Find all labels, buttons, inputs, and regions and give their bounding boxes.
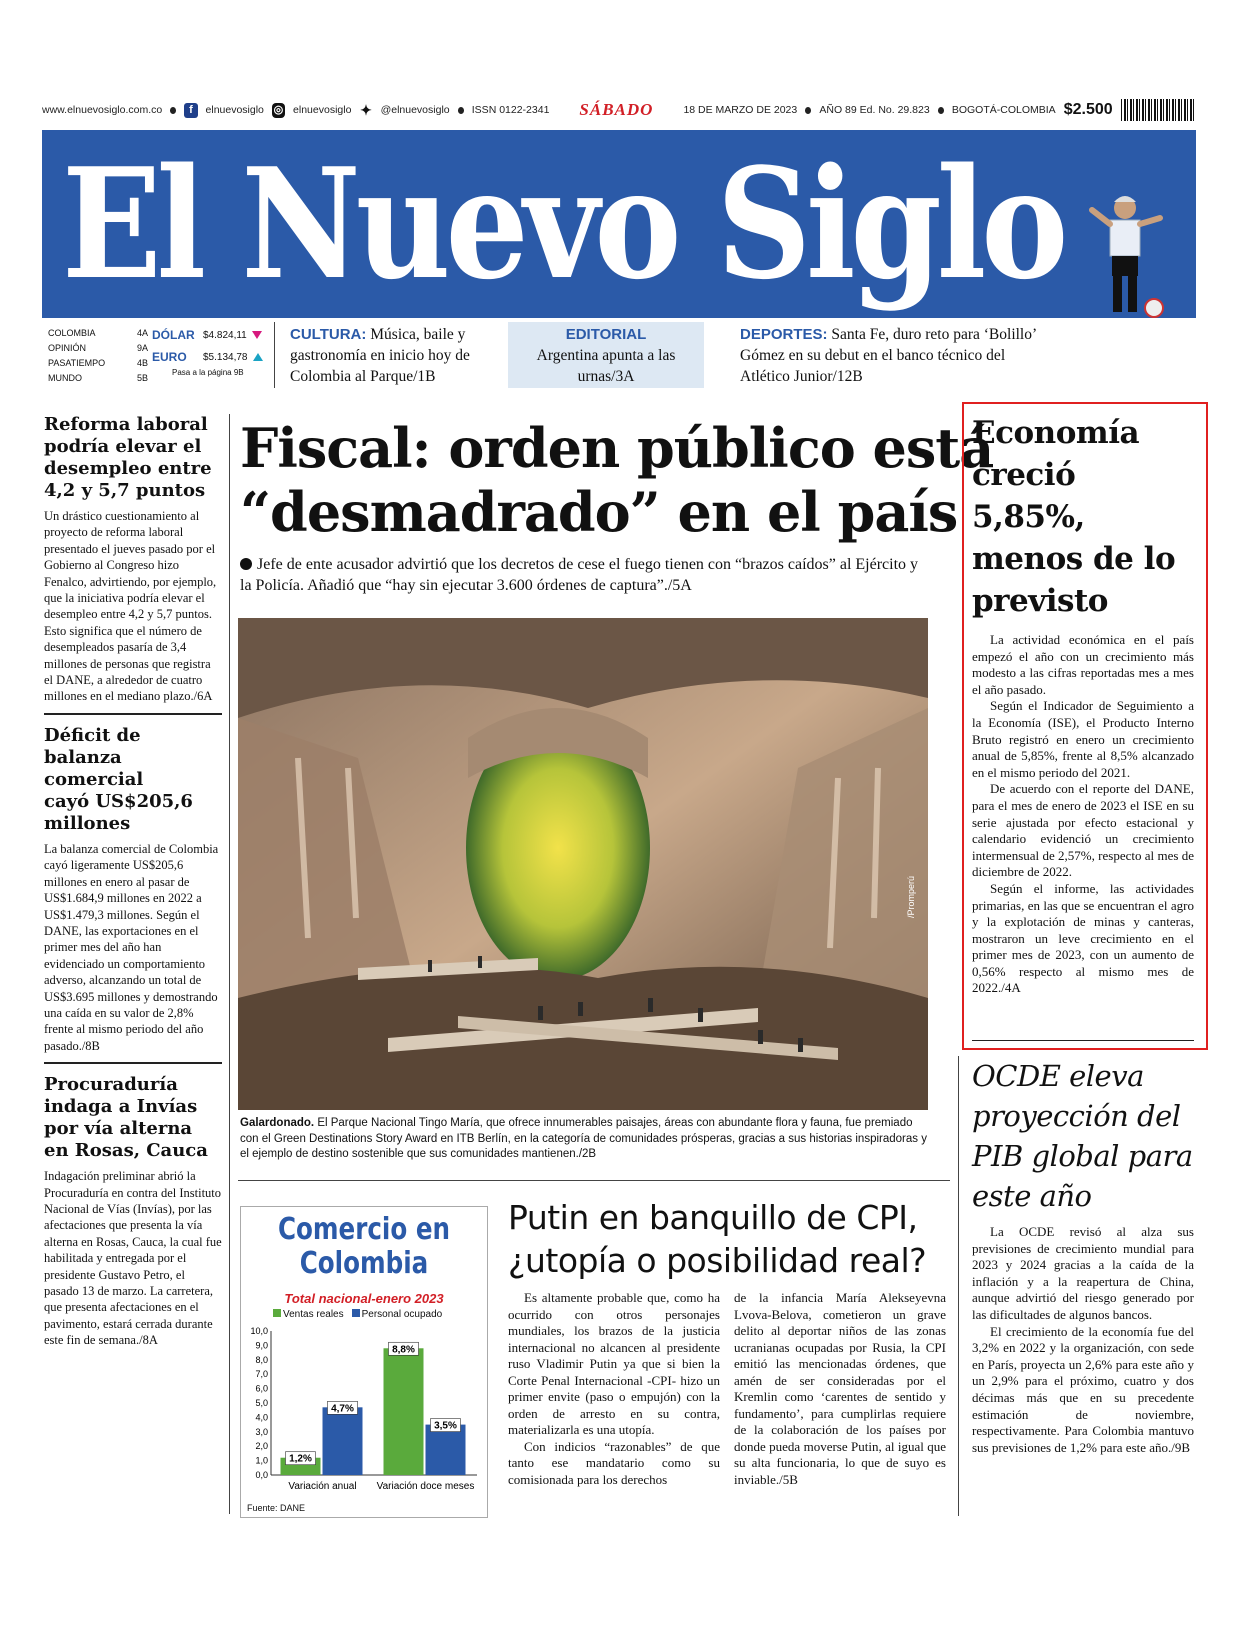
index-strip	[42, 322, 1196, 402]
teaser-cultura[interactable]	[290, 324, 500, 387]
headline: Procuraduría indaga a Invías por vía alterna en Rosas, Cauca	[44, 1074, 208, 1162]
article-body	[734, 1290, 946, 1488]
masthead	[42, 130, 1196, 318]
article-body: Indagación preliminar abrió la Procuraduría en contra del Instituto Nacional de Vías (Invías), por las afectaciones que presenta la vía alterna en Rosas, Cauca, la cual fue habilitada y entregada por el presidente Gustavo Petro, el pasado 13 de marzo. La carretera, que presenta afectaciones en el pavimento, estará cerrada durante este fin de semana./8A	[44, 1169, 222, 1348]
exchange-rates	[152, 324, 292, 377]
index-row[interactable]	[48, 356, 148, 371]
chart-subtitle: Total nacional-enero 2023	[284, 1291, 444, 1306]
dolar-rate	[152, 324, 292, 346]
top-info-bar	[42, 96, 1196, 124]
column-divider	[229, 414, 230, 1514]
y-tick-label: 7,0	[255, 1369, 268, 1380]
index-section: PASATIEMPO	[48, 358, 106, 368]
dolar-value: $4.824,11	[203, 329, 247, 341]
index-page: 4A	[136, 328, 148, 338]
bar	[323, 1407, 363, 1475]
category-label: Variación anual	[288, 1481, 357, 1492]
y-tick-label: 1,0	[255, 1455, 268, 1466]
paragraph: Según el Indicador de Seguimiento a la Economía (ISE), el Producto Interno Bruto registró en enero un crecimiento anual de 5,85%, frente al 8,5% alcanzado en el mismo periodo del 2021.	[972, 698, 1194, 780]
issn: ISSN 0122-2341	[471, 104, 550, 116]
index-section: MUNDO	[48, 373, 82, 383]
cave-photo[interactable]	[238, 618, 928, 1110]
separator-dot	[458, 107, 464, 114]
paragraph: El crecimiento de la economía fue del 3,2% en 2022 y la organización, con sede en París, proyecta un 2,6% para este año y un 2,9% para el próximo, cuatro y dos décimas más que en su precedente estimación de noviembre, respectivamente. Para Colombia mantuvo sus previsiones de 1,2% para este año./9B	[972, 1323, 1194, 1455]
divider	[44, 1062, 222, 1064]
article-body: La balanza comercial de Colombia cayó ligeramente US$205,6 millones en enero al pasar de US$1.684,9 millones en 2022 a US$1.479,3 millones. Según el DANE, las exportaciones en el primer mes del año han evidenciado un comportamiento adverso, alcanzando un total de US$3.695 millones y demostrando una caída en su valor de 2,8% frente al mismo periodo del año pasado./8B	[44, 841, 219, 1053]
bar-label: 4,7%	[331, 1403, 354, 1415]
euro-value: $5.134,78	[203, 351, 248, 363]
chart-legend	[273, 1309, 442, 1320]
article-ocde[interactable]	[972, 1056, 1194, 1456]
fx-page-note: Pasa a la página 9B	[172, 368, 244, 377]
teaser-label: CULTURA:	[290, 326, 367, 343]
lead-summary	[240, 554, 930, 596]
coach-photo	[1088, 180, 1166, 318]
teaser-label: EDITORIAL	[565, 326, 647, 343]
divider	[44, 713, 222, 715]
left-column	[44, 414, 222, 1349]
legend-item	[273, 1309, 344, 1320]
y-tick-label: 2,0	[255, 1441, 268, 1452]
day-of-week: SÁBADO	[579, 100, 654, 119]
facebook-icon: f	[184, 103, 197, 118]
index-page: 4B	[136, 358, 148, 368]
instagram-handle[interactable]: elnuevosiglo	[293, 104, 352, 116]
photo-caption	[240, 1116, 930, 1163]
bar-label: 3,5%	[434, 1420, 457, 1432]
chart-plot	[241, 1325, 487, 1501]
paragraph: De acuerdo con el reporte del DANE, para el mes de enero de 2023 el ISE en su serie ajustada por efecto estacional y calendario evidenció un crecimiento intermensual de 2,57%, respecto al mes de diciembre de 2022.	[972, 781, 1194, 880]
teaser-text: Argentina apunta a las urnas/3A	[536, 347, 676, 385]
legend-swatch	[352, 1309, 360, 1317]
paragraph: de la infancia María Alekseyevna Lvova-Belova, cometieron un grave delito al deportar niños de las zonas ucranianas ocupadas por Rusia, la CPI emitió las mencionadas órdenes, que amén de ser consideradas por el Kremlin como ‘carentes de sentido y fundamento’, para cumplirlas requiere de la colaboración de los países por donde pueda moverse Putin, al igual que su alta funcionaria, lo que de suyo es inviable./5B	[734, 1290, 946, 1487]
index-row[interactable]	[48, 371, 148, 386]
headline-line: Putin en banquillo de CPI,	[508, 1198, 918, 1237]
separator-dot	[938, 107, 944, 114]
bar	[384, 1348, 424, 1475]
index-section: OPINIÓN	[48, 343, 87, 353]
index-page: 9A	[136, 343, 148, 353]
index-row[interactable]	[48, 326, 148, 341]
paragraph: La actividad económica en el país empezó el año con un crecimiento más modesto a las cifras reportadas mes a mes el año pasado.	[972, 632, 1194, 697]
barcode	[1121, 99, 1196, 121]
up-arrow-icon	[253, 353, 263, 361]
caption-lead: Galardonado.	[240, 1117, 315, 1129]
teaser-text: Música, baile y gastronomía en inicio hoy de Colombia al Parque/1B	[290, 326, 470, 385]
lead-headline-line: Fiscal: orden público está	[240, 416, 994, 480]
bar	[426, 1425, 466, 1475]
twitter-handle[interactable]: @elnuevosiglo	[380, 104, 450, 116]
paragraph: Con indicios “razonables” de que tanto ese mandatario como su comisionada para los derechos	[508, 1438, 720, 1487]
index-row[interactable]	[48, 341, 148, 356]
separator-dot	[170, 107, 176, 114]
article-putin[interactable]	[508, 1196, 948, 1488]
headline	[508, 1196, 948, 1282]
index-page: 5B	[136, 373, 148, 383]
column-divider	[958, 1056, 959, 1516]
bullet-icon	[240, 558, 252, 570]
y-tick-label: 8,0	[255, 1354, 268, 1365]
instagram-icon: ◎	[273, 103, 284, 116]
y-tick-label: 3,0	[255, 1426, 268, 1437]
article-reforma-laboral[interactable]	[44, 414, 222, 705]
headline: Reforma laboral podría elevar el desempleo entre 4,2 y 5,7 puntos	[44, 414, 212, 501]
headline: Déficit de balanza comercial cayó US$205,6 millones	[44, 724, 193, 834]
teaser-label: DEPORTES:	[740, 326, 828, 343]
teaser-editorial[interactable]	[508, 322, 704, 388]
y-tick-label: 9,0	[255, 1340, 268, 1351]
article-body: Un drástico cuestionamiento al proyecto de reforma laboral presentado el jueves pasado por el Gobierno al Congreso hizo Fenalco, advirtiendo, por ejemplo, que la iniciativa podría elevar el desempleo entre 4,2 y 5,7 puntos. Esto significa que el número de desempleados pasaría de 3,4 millones de personas que registra el DANE, a alrededor de cuatro millones en el mediano plazo./6A	[44, 509, 217, 704]
lead-summary-text: Jefe de ente acusador advirtió que los decretos de cese el fuego tienen con “brazos caídos” al Ejército y la Policía. Añadió que “hay sin ejecutar 3.600 órdenes de captura”./5A	[240, 556, 919, 594]
article-body	[972, 1224, 1194, 1456]
lead-story[interactable]	[240, 416, 994, 596]
cover-price: $2.500	[1063, 101, 1113, 118]
dolar-label: DÓLAR	[152, 328, 195, 342]
y-tick-label: 4,0	[255, 1412, 268, 1423]
category-label: Variación doce meses	[376, 1481, 475, 1492]
y-tick-label: 0,0	[255, 1470, 268, 1480]
down-arrow-icon	[252, 331, 262, 339]
paragraph: Según el informe, las actividades primarias, en las que se encuentran el agro y la explotación de minas y canteras, mostraron un leve crecimiento en el primer mes de 2023, con un aumento de 0,56% respecto al mismo mes de 2022./4A	[972, 880, 1194, 996]
article-procuraduria-invias[interactable]	[44, 1074, 222, 1348]
y-tick-label: 5,0	[255, 1398, 268, 1408]
euro-rate	[152, 346, 292, 368]
legend-label: Personal ocupado	[361, 1309, 443, 1320]
section-index	[48, 326, 148, 386]
article-economia[interactable]	[972, 412, 1194, 997]
legend-swatch	[273, 1309, 281, 1317]
newspaper-title[interactable]: El Nuevo Siglo	[62, 134, 1064, 313]
paragraph: La OCDE revisó al alza sus previsiones de crecimiento mundial para 2023 y 2024 gracias a la caída de la inflación y a la reapertura de China, aunque advirtió del riesgo generado por las dificultades de algunos bancos.	[972, 1224, 1194, 1322]
bar-label: 1,2%	[289, 1453, 312, 1465]
lead-headline	[240, 416, 994, 544]
divider	[238, 1180, 950, 1181]
headline: OCDE eleva proyección del PIB global para este año	[972, 1059, 1193, 1213]
y-tick-label: 10,0	[250, 1326, 268, 1336]
facebook-handle[interactable]: elnuevosiglo	[205, 104, 264, 116]
issue-date: 18 DE MARZO DE 2023	[683, 104, 798, 116]
lead-headline-line: “desmadrado” en el país	[240, 480, 958, 544]
y-tick-label: 6,0	[255, 1383, 268, 1394]
comercio-chart	[240, 1206, 488, 1518]
website-link[interactable]: www.elnuevosiglo.com.co	[42, 104, 163, 116]
chart-source: Fuente: DANE	[247, 1503, 306, 1513]
divider	[274, 322, 275, 388]
edition-number: AÑO 89 Ed. No. 29.823	[819, 104, 930, 116]
article-columns	[508, 1290, 948, 1488]
teaser-deportes[interactable]	[740, 324, 1040, 387]
paragraph: Es altamente probable que, como ha ocurrido con otros personajes mundiales, los brazos de la justicia internacional no alcancen al presidente ruso Vladimir Putin ya que si bien la Corte Penal Internacional -CPI- hizo un primer envite (paso o empujón) con la orden de arresto en su contra, materializarla es una utopía.	[508, 1290, 720, 1437]
legend-label: Ventas reales	[283, 1309, 344, 1320]
separator-dot	[805, 107, 811, 114]
bar-label: 8,8%	[392, 1344, 415, 1356]
chart-title: Comercio en Colombia	[277, 1212, 451, 1281]
article-deficit-balanza[interactable]	[44, 725, 222, 1054]
cave-illustration	[238, 618, 928, 1110]
legend-item	[352, 1309, 443, 1320]
divider	[972, 1040, 1194, 1041]
article-body	[508, 1290, 720, 1488]
article-body	[972, 632, 1194, 997]
photo-credit: /Promperú	[906, 875, 916, 918]
twitter-icon: ✦	[360, 101, 372, 118]
teaser-text: Santa Fe, duro reto para ‘Bolillo’ Gómez en su debut en el banco técnico del Atlético Junior/12B	[740, 326, 1036, 385]
headline-line: ¿utopía o posibilidad real?	[508, 1241, 927, 1280]
city: BOGOTÁ-COLOMBIA	[951, 104, 1056, 116]
euro-label: EURO	[152, 350, 187, 364]
caption-text: El Parque Nacional Tingo María, que ofrece innumerables paisajes, áreas con abundante flora y fauna, fue premiado con el Green Destinations Story Award en ITB Berlín, en la categoría de comunidades prósperas, gracias a sus historias inspiradoras y el ejemplo de destino sostenible que sus comunidades mantienen./2B	[240, 1117, 927, 1160]
index-section: COLOMBIA	[48, 328, 96, 338]
headline: Economía creció 5,85%, menos de lo previsto	[972, 415, 1176, 619]
